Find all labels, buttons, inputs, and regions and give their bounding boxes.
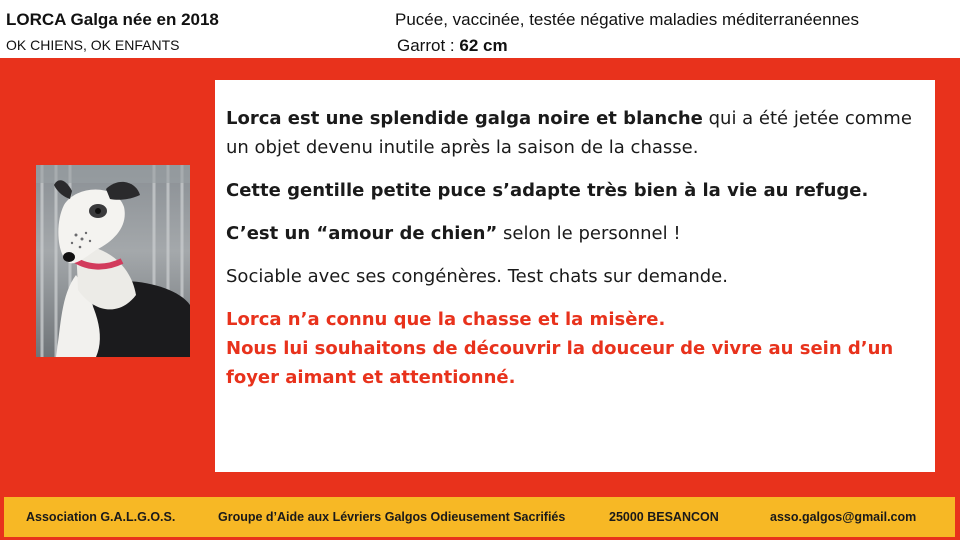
staff-paragraph <box>226 219 916 248</box>
association-name: Association G.A.L.G.O.S. <box>26 510 176 524</box>
header-band <box>0 0 960 58</box>
closing-line-1: Lorca n’a connu que la chasse et la misère. <box>226 309 666 330</box>
association-email[interactable]: asso.galgos@gmail.com <box>770 510 917 524</box>
intro-paragraph <box>226 104 916 162</box>
description-text <box>226 104 916 406</box>
association-description: Groupe d’Aide aux Lévriers Galgos Odieusement Sacrifiés <box>218 510 566 524</box>
health-status-line: Pucée, vaccinée, testée négative maladies méditerranéennes <box>395 10 860 29</box>
staff-rest: selon le personnel ! <box>497 223 681 244</box>
footer-band <box>4 497 955 537</box>
dog-photo-illustration <box>36 165 190 357</box>
staff-bold: C’est un “amour de chien” <box>226 223 498 244</box>
garrot-label: Garrot : <box>397 36 460 55</box>
intro-rest: qui a été jetée comme un objet devenu inutile après la saison de la chasse. <box>226 108 912 158</box>
garrot-value: 62 cm <box>459 36 508 55</box>
dog-name-line: LORCA Galga née en 2018 <box>6 10 219 29</box>
dog-photo <box>36 165 190 357</box>
compatibility-line: OK CHIENS, OK ENFANTS <box>6 37 180 53</box>
garrot-line <box>397 36 508 56</box>
closing-paragraph <box>226 305 916 392</box>
refuge-paragraph <box>226 176 916 205</box>
intro-bold: Lorca est une splendide galga noire et blanche <box>226 108 703 129</box>
closing-line-2: Nous lui souhaitons de découvrir la douceur de vivre au sein d’un foyer aimant et attentionné. <box>226 338 894 388</box>
association-city: 25000 BESANCON <box>609 510 719 524</box>
sociability-paragraph: Sociable avec ses congénères. Test chats sur demande. <box>226 266 728 287</box>
refuge-bold: Cette gentille petite puce s’adapte très bien à la vie au refuge. <box>226 180 869 201</box>
